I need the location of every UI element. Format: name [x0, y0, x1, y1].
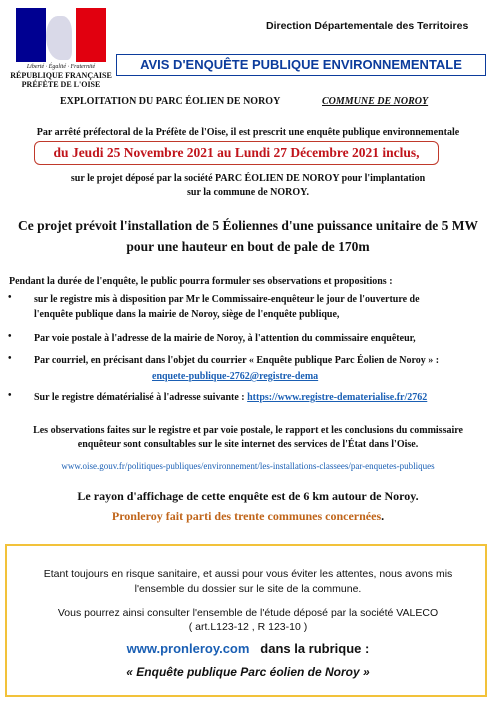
bullet-dematerialise-text: Sur le registre dématérialisé à l'adresse suivante :	[34, 392, 248, 403]
oise-gouv-link[interactable]: www.oise.gouv.fr/politiques-publiques/environnement/les-installations-classees/par-enquetes-publiques	[61, 461, 435, 471]
bullet-icon: •	[8, 292, 12, 303]
bullet-courriel: Par courriel, en précisant dans l'objet du courrier « Enquête publique Parc Éolien de Noroy » :	[34, 355, 440, 366]
projet-line-1: sur le projet déposé par la société PARC ÉOLIEN DE NOROY pour l'implantation	[70, 173, 426, 184]
dates-box	[34, 141, 439, 165]
notice-line-1: Etant toujours en risque sanitaire, et aussi pour vous éviter les attentes, nous avons mis	[43, 568, 453, 580]
republic-text: RÉPUBLIQUE FRANÇAISE	[10, 71, 112, 80]
installation-line-1: Ce projet prévoit l'installation de 5 Éoliennes d'une puissance unitaire de 5 MW	[17, 218, 479, 233]
registre-link[interactable]: https://www.registre-dematerialise.fr/2762	[247, 392, 428, 403]
pronleroy-label: Pronleroy fait parti des trente communes concernées	[111, 509, 382, 523]
email-link[interactable]: enquete-publique-2762@registre-dema	[152, 371, 319, 382]
observations-line-1: Les observations faites sur le registre et par voie postale, le rapport et les conclusions du commissaire	[33, 425, 463, 436]
installation-line-2: pour une hauteur en bout de pale de 170m	[126, 239, 370, 254]
notice-line-3: Vous pourrez ainsi consulter l'ensemble de l'étude déposé par la société VALECO	[57, 607, 439, 619]
bullet-icon: •	[8, 331, 12, 342]
title-box	[116, 54, 486, 76]
project-name: EXPLOITATION DU PARC ÉOLIEN DE NOROY	[60, 96, 281, 107]
bullet-dematerialise	[34, 390, 427, 405]
direction-label: Direction Départementale des Territoires	[266, 20, 469, 32]
bullet-postale: Par voie postale à l'adresse de la mairie de Noroy, à l'attention du commissaire enquêteur,	[34, 333, 416, 344]
notice-line-2: l'ensemble du dossier sur le site de la commune.	[134, 583, 362, 595]
notice-line-4: ( art.L123-12 , R 123-10 )	[188, 621, 308, 633]
enquete-dates: du Jeudi 25 Novembre 2021 au Lundi 27 Décembre 2021 inclus,	[53, 145, 420, 160]
bullet-registre-line-2: l'enquête publique dans la mairie de Noroy, siège de l'enquête publique,	[34, 309, 340, 320]
arrete-text: Par arrêté préfectoral de la Préfète de l'Oise, il est prescrit une enquête publique environnementale	[36, 127, 460, 138]
republique-label	[6, 71, 116, 89]
pronleroy-dot: .	[381, 509, 385, 523]
bullet-icon: •	[8, 390, 12, 401]
projet-line-2: sur la commune de NOROY.	[187, 187, 309, 198]
website-suffix: dans la rubrique :	[249, 641, 370, 656]
pronleroy-text	[0, 509, 496, 524]
page-title: AVIS D'ENQUÊTE PUBLIQUE ENVIRONNEMENTALE	[140, 57, 462, 72]
pronleroy-website-link[interactable]: www.pronleroy.com	[126, 641, 250, 656]
motto: Liberté · Égalité · Fraternité	[26, 64, 96, 70]
notice-sanitaire	[0, 567, 496, 597]
notice-consulter	[0, 606, 496, 634]
bullet-registre-line-1: sur le registre mis à disposition par Mr le Commissaire-enquêteur le jour de l'ouverture de	[34, 294, 420, 305]
rayon-text: Le rayon d'affichage de cette enquête est de 6 km autour de Noroy.	[77, 489, 419, 503]
rubrique-text: « Enquête publique Parc éolien de Noroy »	[126, 665, 370, 679]
prefecture-text: PRÉFÈTE DE L'OISE	[21, 80, 101, 89]
commune-name: COMMUNE DE NOROY	[322, 96, 429, 107]
bullet-icon: •	[8, 353, 12, 364]
prefecture-logo	[6, 8, 110, 96]
website-line	[0, 641, 496, 656]
observations-line-2: enquêteur sont consultables sur le site internet des services de l'État dans l'Oise.	[77, 439, 419, 450]
observations-text	[0, 424, 496, 452]
bullet-registre	[34, 292, 420, 322]
marianne-flag-icon	[16, 8, 106, 62]
installation-text	[0, 215, 496, 257]
projet-description	[0, 172, 496, 200]
pendant-text: Pendant la durée de l'enquête, le public pourra formuler ses observations et propositions :	[9, 276, 393, 287]
